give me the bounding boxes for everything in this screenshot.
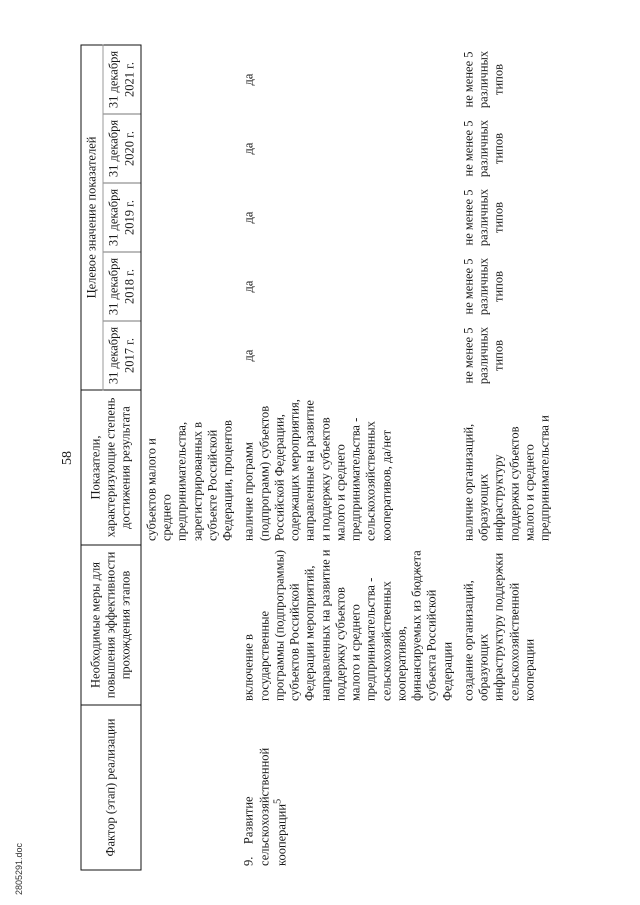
cell-value-2018: не менее 5 различных типов xyxy=(460,257,506,315)
cell-factor xyxy=(458,705,556,870)
header-year-2020: 31 декабря 2020 г. xyxy=(103,114,141,183)
cell-value-2021: не менее 5 различных типов xyxy=(460,50,506,108)
cell-value-2019: не менее 5 различных типов xyxy=(460,188,506,246)
cell-value-2019: да xyxy=(241,211,256,223)
page-number: 58 xyxy=(60,451,75,465)
cell-measure xyxy=(140,545,238,705)
row-number: 9. xyxy=(241,856,256,866)
header-year-2018: 31 декабря 2018 г. xyxy=(103,252,141,321)
header-measures: Необходимые меры для повышения эффективности прохождения этапов xyxy=(81,545,141,705)
cell-factor xyxy=(238,705,458,870)
cell-factor xyxy=(140,705,238,870)
header-year-2019: 31 декабря 2019 г. xyxy=(103,183,141,252)
file-name: 2805291.doc xyxy=(14,842,24,895)
cell-indicator: наличие организаций, образующих инфраструктуру поддержки субъектов малого и среднего предпринимательства и xyxy=(460,414,551,541)
cell-indicator: наличие программ (подпрограмм) субъектов Российской Федерации, содержащих мероприятия, направленные на развитие и поддержку субъектов малого и среднего предпринимательства - сельскохозяйственных кооперативов, да/нет xyxy=(241,398,393,541)
header-indicators: Показатели, характеризующие степень достижения результата xyxy=(81,390,141,545)
header-factor: Фактор (этап) реализации xyxy=(81,705,141,870)
header-year-2017: 31 декабря 2017 г. xyxy=(103,321,141,390)
cell-measure: создание организаций, образующих инфраструктуру поддержки сельскохозяйственной кооперации xyxy=(460,552,536,701)
header-year-2021: 31 декабря 2021 г. xyxy=(103,44,141,113)
table-row xyxy=(458,44,556,869)
factor-text: Развитие сельскохозяйственной кооперации xyxy=(241,747,288,866)
cell-value-2020: не менее 5 различных типов xyxy=(460,119,506,177)
table-row xyxy=(140,44,238,869)
landscape-table-container xyxy=(80,45,550,870)
table-row xyxy=(238,44,458,869)
footnote-marker: 5 xyxy=(271,798,283,804)
header-target-values: Целевое значение показателей xyxy=(81,44,103,389)
targets-table xyxy=(80,44,555,870)
cell-value-2017: не менее 5 различных типов xyxy=(460,326,506,384)
cell-measure: включение в государственные программы (подпрограммы) субъектов Российской Федерации мероприятий, направленных на развитие и поддержку субъектов малого и среднего предпринимательства - сельскохозяйственных кооперативов, финансируемых из бюджета субъекта Российской Федерации xyxy=(241,549,454,701)
cell-value-2021: да xyxy=(241,73,256,85)
cell-value-2020: да xyxy=(241,142,256,154)
cell-indicator: субъектов малого и среднего предпринимательства, зарегистрированных в субъекте Российской Федерации, процентов xyxy=(143,419,234,541)
cell-value-2018: да xyxy=(241,280,256,292)
cell-value-2017: да xyxy=(241,349,256,361)
header-row-1 xyxy=(81,44,103,869)
